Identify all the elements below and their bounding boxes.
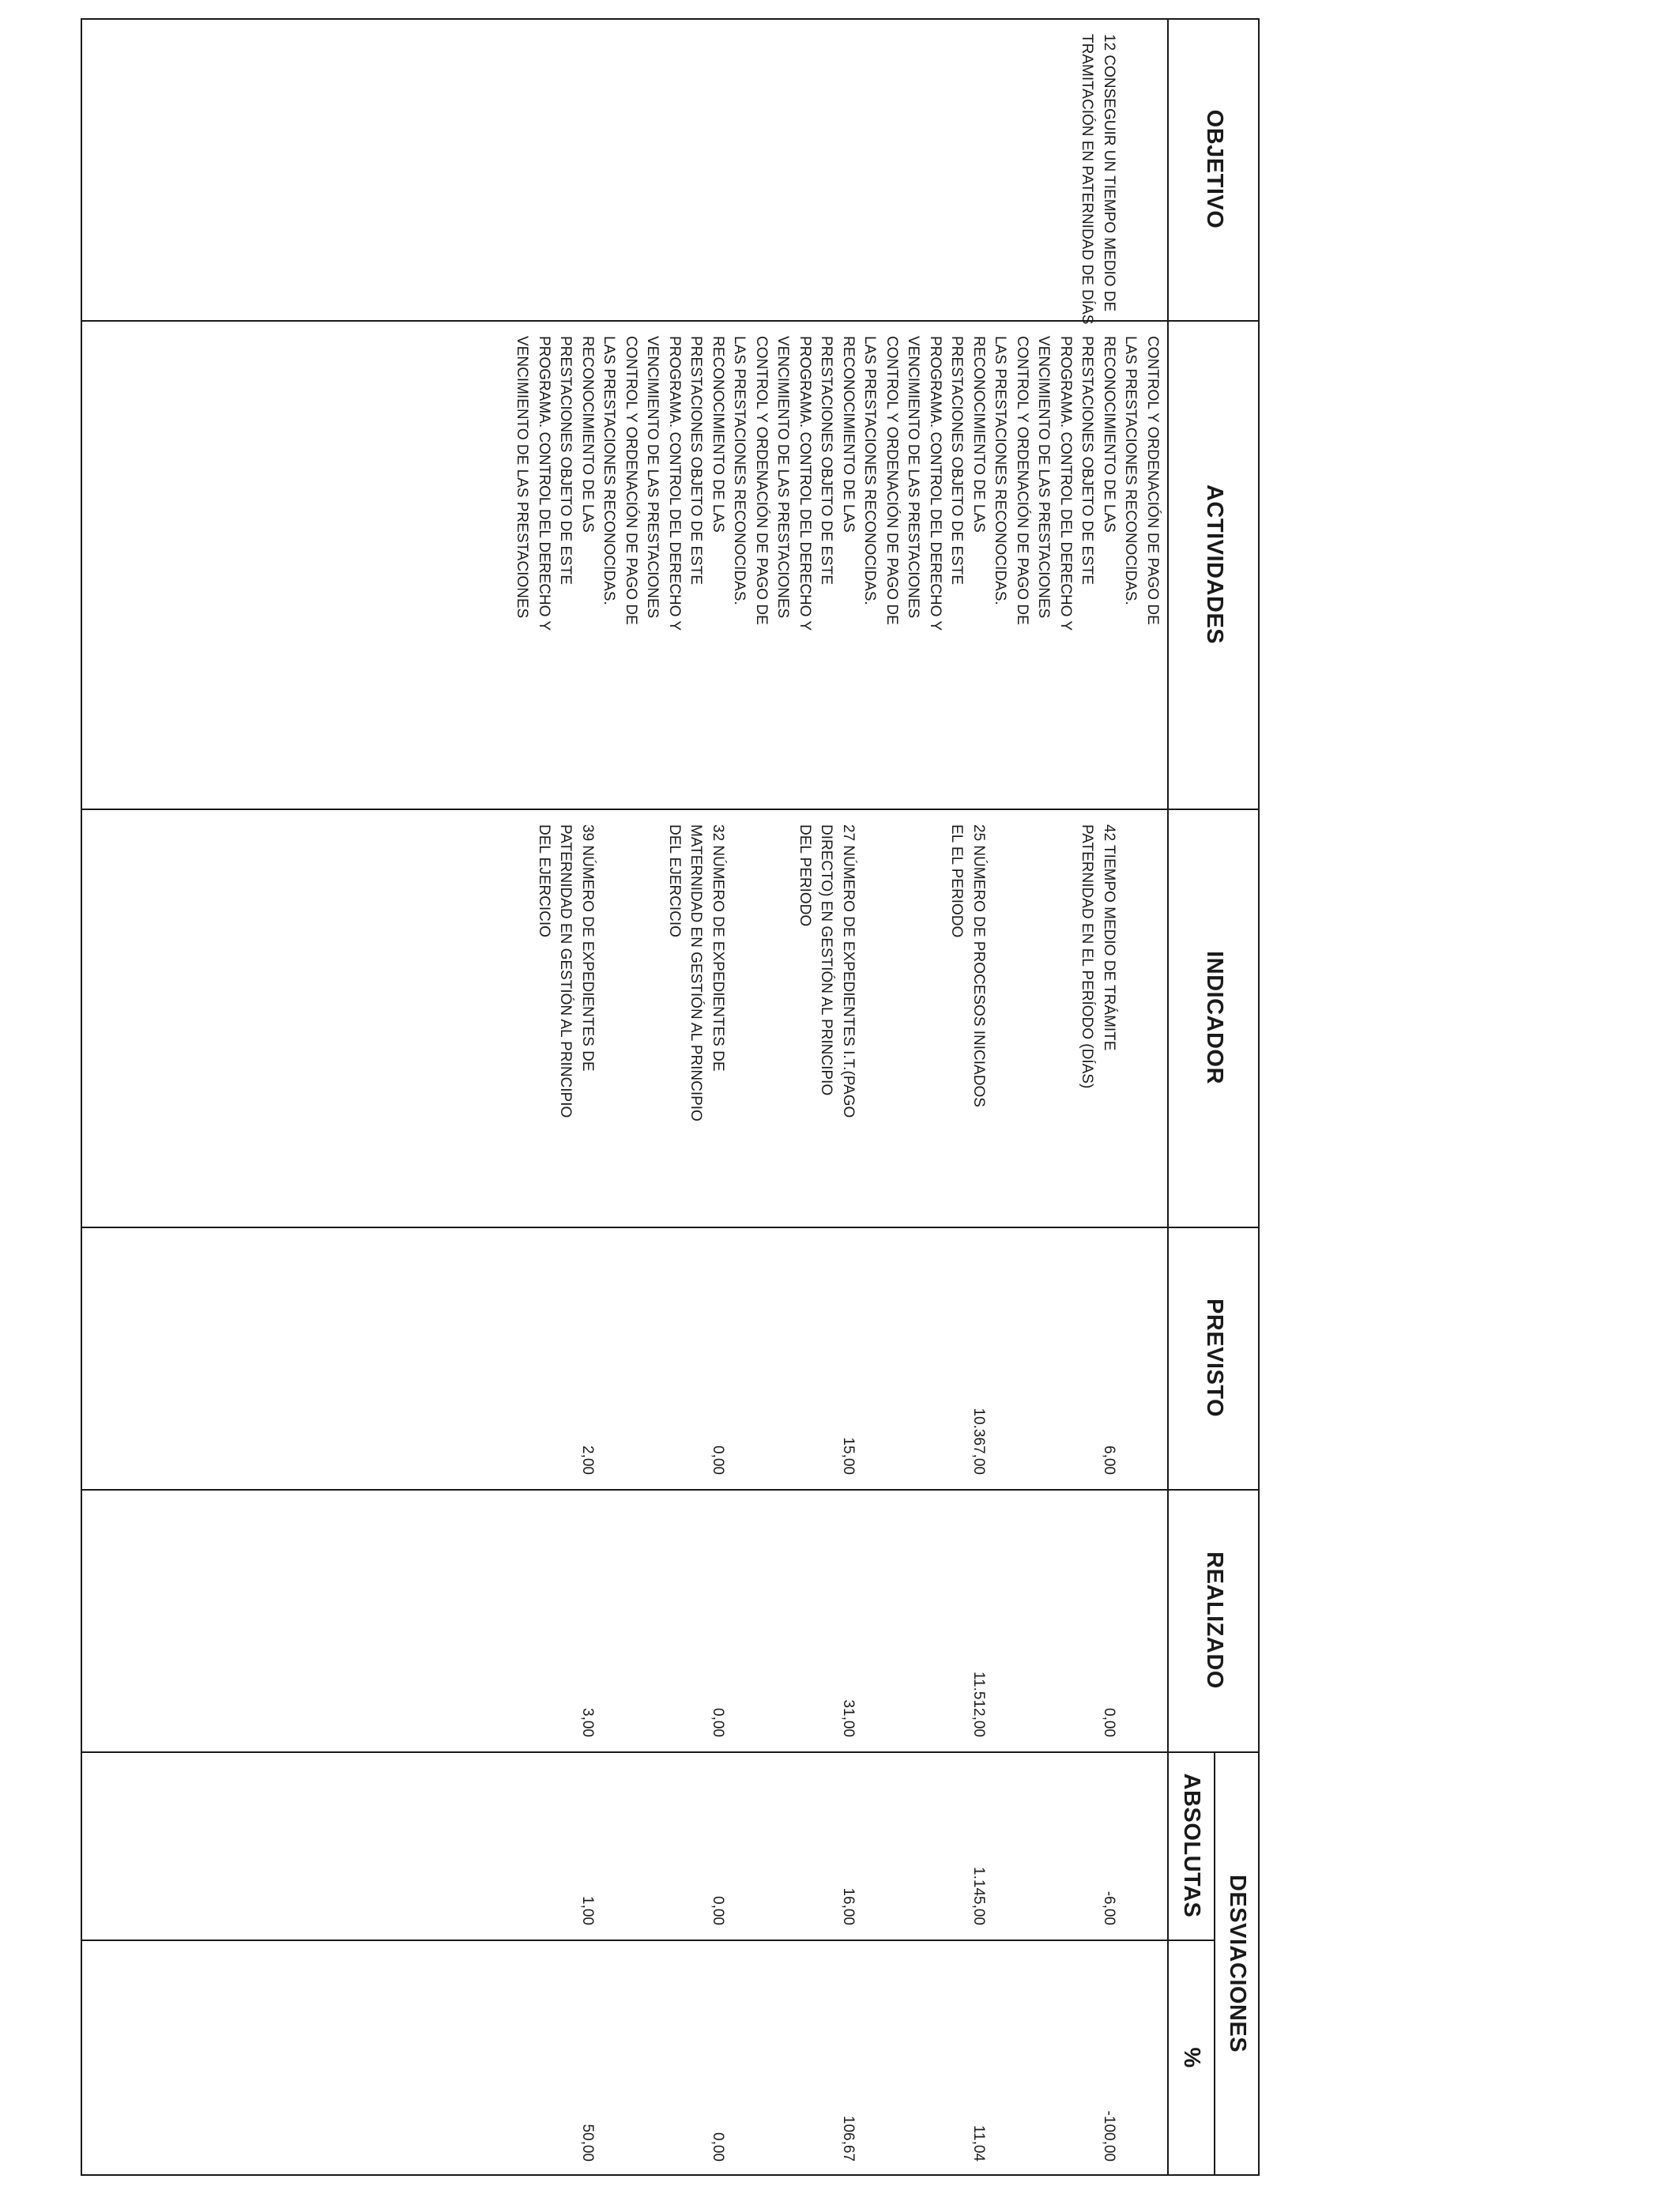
indicador-text-line: DIRECTO) EN GESTIÓN AL PRINCIPIO <box>818 824 835 1096</box>
previsto-value: 0,00 <box>710 1446 726 1475</box>
actividad-block-line: PROGRAMA. CONTROL DEL DERECHO Y <box>666 336 683 631</box>
porcentaje-value: -100,00 <box>1101 2110 1117 2162</box>
actividad-block-line: LAS PRESTACIONES RECONOCIDAS. <box>861 336 879 605</box>
actividad-block-line: RECONOCIMIENTO DE LAS <box>710 336 726 533</box>
header-desviaciones: DESVIACIONES <box>1225 1874 1251 2053</box>
data-table <box>81 18 1260 2176</box>
absolutas-value: 1.145,00 <box>970 1867 987 1925</box>
porcentaje-value: 11,04 <box>970 2124 987 2162</box>
porcentaje-value: 0,00 <box>710 2132 726 2162</box>
objetivo-line: 12 CONSEGUIR UN TIEMPO MEDIO DE <box>1101 34 1117 312</box>
actividad-block-line: CONTROL Y ORDENACIÓN DE PAGO DE <box>753 336 770 625</box>
indicador-text-line: 39 NÚMERO DE EXPEDIENTES DE <box>579 824 596 1072</box>
indicador-text-line: 27 NÚMERO DE EXPEDIENTES I.T.(PAGO <box>840 824 857 1118</box>
header-realizado: REALIZADO <box>1202 1551 1227 1689</box>
actividad-block-line: PRESTACIONES OBJETO DE ESTE <box>948 336 966 585</box>
indicador-text <box>794 824 860 1118</box>
actividad-block-line: PRESTACIONES OBJETO DE ESTE <box>1079 336 1096 585</box>
actividad-block-line: PROGRAMA. CONTROL DEL DERECHO Y <box>536 336 552 631</box>
border-bottom <box>81 18 82 2176</box>
actividad-block-line: RECONOCIMIENTO DE LAS <box>1101 336 1117 533</box>
header-previsto: PREVISTO <box>1202 1298 1227 1418</box>
actividad-block <box>772 336 902 631</box>
indicador-text-line: DEL PERIODO <box>797 824 813 927</box>
actividad-block-line: PRESTACIONES OBJETO DE ESTE <box>687 336 705 585</box>
realizado-value: 11.512,00 <box>970 1671 987 1737</box>
actividad-block-line: CONTROL Y ORDENACIÓN DE PAGO DE <box>623 336 639 625</box>
actividad-block-line: LAS PRESTACIONES RECONOCIDAS. <box>992 336 1009 605</box>
column-divider <box>81 1489 1260 1491</box>
actividad-block-line: VENCIMIENTO DE LAS PRESTACIONES <box>644 336 661 619</box>
actividad-block-line: PRESTACIONES OBJETO DE ESTE <box>557 336 574 585</box>
column-divider <box>81 1751 1260 1753</box>
border-left <box>81 18 1260 20</box>
previsto-value: 15,00 <box>840 1437 857 1475</box>
indicador-text-line: PATERNIDAD EN EL PERÍODO (DÍAS) <box>1079 824 1096 1089</box>
indicador-text <box>1076 824 1120 1088</box>
desviaciones-column-divider <box>81 1940 1215 1941</box>
actividad-block-line: RECONOCIMIENTO DE LAS <box>579 336 596 533</box>
indicador-text-line: 32 NÚMERO DE EXPEDIENTES DE <box>710 824 726 1072</box>
previsto-value: 10.367,00 <box>970 1408 987 1475</box>
objetivo-text <box>1076 34 1120 324</box>
indicador-text <box>664 824 729 1122</box>
indicador-text-line: MATERNIDAD EN GESTIÓN AL PRINCIPIO <box>687 824 705 1122</box>
absolutas-value: 1,00 <box>579 1896 596 1925</box>
indicador-text-line: 25 NÚMERO DE PROCESOS INICIADOS <box>970 824 987 1107</box>
actividad-block-line: VENCIMIENTO DE LAS PRESTACIONES <box>1035 336 1053 619</box>
porcentaje-value: 106,67 <box>840 2115 857 2162</box>
indicador-text-line: PATERNIDAD EN GESTIÓN AL PRINCIPIO <box>557 824 574 1118</box>
absolutas-value: -6,00 <box>1101 1891 1117 1925</box>
actividad-block-line: LAS PRESTACIONES RECONOCIDAS. <box>601 336 618 605</box>
indicador-text-line: DEL EJERCICIO <box>666 824 683 937</box>
indicador-text-line: EL EL PERIODO <box>948 824 966 938</box>
actividad-block-line: VENCIMIENTO DE LAS PRESTACIONES <box>905 336 922 619</box>
realizado-value: 3,00 <box>579 1708 596 1737</box>
actividad-block <box>902 336 1033 631</box>
realizado-value: 0,00 <box>710 1708 726 1737</box>
column-divider <box>81 809 1260 810</box>
actividad-block-line: CONTROL Y ORDENACIÓN DE PAGO DE <box>1014 336 1030 625</box>
absolutas-value: 0,00 <box>710 1896 726 1925</box>
indicador-text <box>946 824 989 1107</box>
actividad-block-line: PROGRAMA. CONTROL DEL DERECHO Y <box>1057 336 1074 631</box>
actividad-block-line: VENCIMIENTO DE LAS PRESTACIONES <box>774 336 792 619</box>
header-indicador: INDICADOR <box>1202 951 1227 1084</box>
objetivo-line: TRAMITACIÓN EN PATERNIDAD DE DÍAS <box>1079 34 1096 325</box>
actividad-block-line: LAS PRESTACIONES RECONOCIDAS. <box>1122 336 1139 605</box>
header-porcentaje: % <box>1179 2047 1204 2068</box>
actividad-block-line: RECONOCIMIENTO DE LAS <box>840 336 857 533</box>
indicador-text-line: DEL EJERCICIO <box>536 824 552 937</box>
actividad-block-line: LAS PRESTACIONES RECONOCIDAS. <box>731 336 748 605</box>
header-objetivo: OBJETIVO <box>1202 109 1227 229</box>
indicador-text-line: 42 TIEMPO MEDIO DE TRÁMITE <box>1101 824 1117 1051</box>
header-absolutas: ABSOLUTAS <box>1179 1773 1204 1918</box>
actividad-block-line: VENCIMIENTO DE LAS PRESTACIONES <box>514 336 531 619</box>
border-right <box>81 2174 1260 2176</box>
previsto-value: 6,00 <box>1101 1446 1117 1475</box>
actividad-block <box>511 336 642 631</box>
indicador-text <box>533 824 599 1118</box>
actividad-block-line: RECONOCIMIENTO DE LAS <box>970 336 987 533</box>
actividad-block-line: PROGRAMA. CONTROL DEL DERECHO Y <box>927 336 944 631</box>
actividad-block-line: CONTROL Y ORDENACIÓN DE PAGO DE <box>883 336 900 625</box>
actividad-block-line: PROGRAMA. CONTROL DEL DERECHO Y <box>797 336 813 631</box>
absolutas-value: 16,00 <box>840 1887 857 1925</box>
header-actividades: ACTIVIDADES <box>1202 484 1227 645</box>
realizado-value: 0,00 <box>1101 1708 1117 1737</box>
actividad-block <box>1033 336 1163 631</box>
actividad-block-line: PRESTACIONES OBJETO DE ESTE <box>818 336 835 585</box>
column-divider <box>81 1227 1260 1228</box>
actividad-block-line: CONTROL Y ORDENACIÓN DE PAGO DE <box>1144 336 1161 625</box>
actividad-block <box>642 336 772 631</box>
page <box>81 18 1260 2176</box>
realizado-value: 31,00 <box>840 1699 857 1737</box>
porcentaje-value: 50,00 <box>579 2124 596 2162</box>
previsto-value: 2,00 <box>579 1446 596 1475</box>
